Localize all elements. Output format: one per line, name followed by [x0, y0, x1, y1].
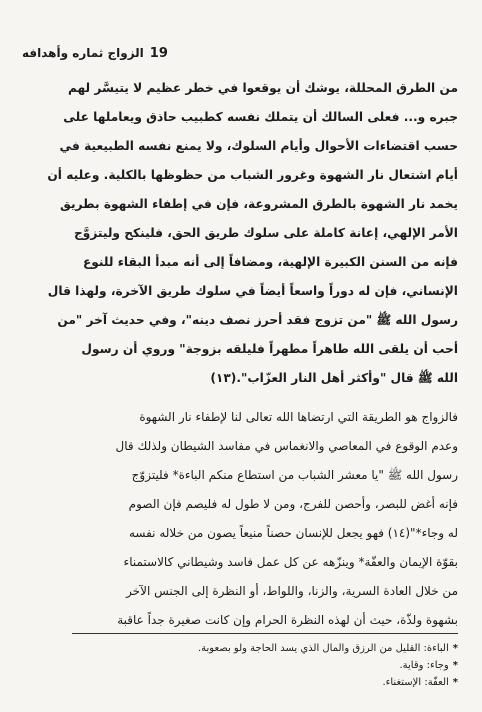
footnote: [22, 640, 458, 657]
footnote: [22, 657, 458, 674]
footnote-marker: *: [452, 643, 458, 654]
text-line: الأمر الإلهي، إعانة كاملة على سلوك طريق الحق، فلينكح وليتزوَّج: [73, 226, 458, 240]
running-header: [22, 43, 458, 63]
text-line: جبره و... فعلى السالك أن يتملك نفسه كطبيب حاذق ويعاملها على: [63, 110, 458, 124]
text-line: الإنساني، فإن له دوراً واسعاً أيضاً في سلوك طريق الآخرة، ولهذا قال: [47, 284, 458, 298]
paragraph-gap: [22, 393, 458, 403]
running-title: الزواج ثماره وأهدافه: [22, 46, 144, 60]
footnotes: [22, 640, 458, 691]
footnote-text: وجاء: وقاية.: [399, 660, 449, 671]
text-line: رسول الله ﷺ "من تزوج فقد أحرز نصف دينه"، وفي حديث آخر "من: [57, 313, 458, 327]
text-line: أحب أن يلقى الله طاهراً مطهراً فليلقه بزوجة" وروي أن رسول: [81, 342, 458, 356]
text-line: وعدم الوقوع في المعاصي والانغماس في مفاسد الشيطان ولذلك قال: [115, 439, 458, 453]
text-line: الله ﷺ قال "وأكثر أهل النار العزّاب".(١٣): [210, 371, 458, 385]
text-line: من خلال العادة السرية، والزنا، واللواط، أو النظرة إلى الجنس الآخر: [126, 584, 458, 598]
text-line: فإنه أغض للبصر، وأحصن للفرج، ومن لا طول له فليصم فإن الصوم: [128, 497, 458, 511]
text-line: فالزواج هو الطريقة التي ارتضاها الله تعالى لنا لإطفاء نار الشهوة: [139, 410, 458, 424]
text-line: بقوّة الإيمان والعفّة* وينزّهه عن كل عمل فاسد وشيطاني كالاستمناء: [123, 555, 458, 569]
text-line: أيام اشتعال نار الشهوة وغرور الشباب من حظوظها بالكلية. وعليه أن: [47, 168, 458, 182]
footnote-text: الباءة: القليل من الرزق والمال الذي يسد الحاجة ولو بصعوبة.: [197, 643, 449, 654]
text-line: رسول الله ﷺ "يا معشر الشباب من استطاع منكم الباءة* فليتزوّج: [131, 468, 458, 482]
paragraph-1: [22, 74, 458, 393]
footnote: [22, 674, 458, 691]
footnote-text: العفّة: الإستغناء.: [382, 677, 449, 688]
text-line: حسب اقتضاءات الأحوال وأيام السلوك، ولا يمنع نفسه الطبيعية في: [59, 139, 458, 153]
text-line: فإنه من السنن الكبيرة الإلهية، ومضافاً إلى أنه مبدأ البقاء للنوع: [82, 255, 458, 269]
paragraph-2: [22, 403, 458, 635]
text-line: من الطرق المحللة، يوشك أن يوقعوا في خطر عظيم لا يتيسَّر لهم: [67, 81, 458, 95]
text-line: يخمد نار الشهوة بالطرق المشروعة، فإن في إطفاء الشهوة بطريق: [59, 197, 458, 211]
footnote-divider: [72, 633, 458, 634]
footnote-marker: *: [452, 660, 458, 671]
page-body: [22, 74, 458, 635]
page-number: 19: [149, 45, 168, 61]
text-line: له وجاء*"(١٤) فهو يجعل للإنسان حصناً منيعاً يصون من خلاله نفسه: [128, 526, 458, 540]
text-line: بشهوة ولذّة، حيث أن لهذه النظرة الحرام وإن كانت صغيرة جداً عاقبة: [117, 613, 458, 627]
footnote-marker: *: [452, 677, 458, 688]
